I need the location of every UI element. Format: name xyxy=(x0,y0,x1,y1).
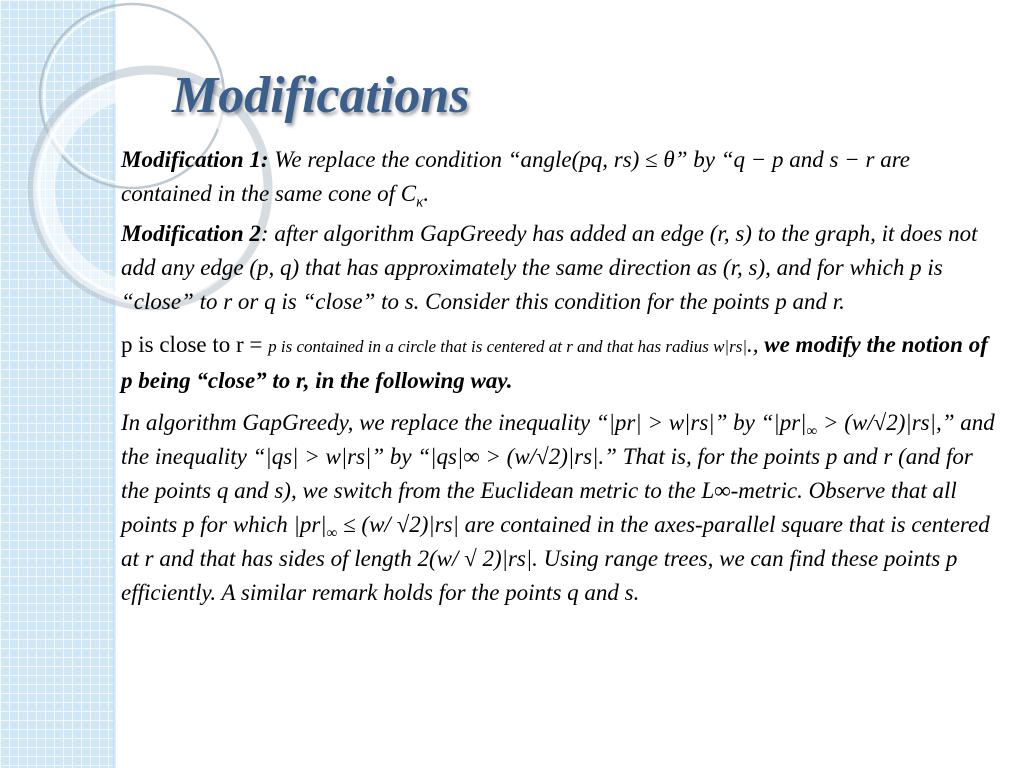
modification-2-text: : after algorithm GapGreedy has added an edge (r, s) to the graph, it does not add any edge (p, q) that has approximately the same direction as (r, s), and for which p is “close” to r or q is “close” to s. Consider this condition for the points p and r. xyxy=(121,221,978,314)
slide-body xyxy=(121,143,1001,610)
close-after: ., xyxy=(747,332,765,357)
close-lead: p is close to r = xyxy=(121,332,269,357)
modification-1-label: Modification 1: xyxy=(121,147,269,172)
algorithm-text-3: ≤ (w/ √2)|rs| are contained in the axes-parallel square that is centered at r and that has sides of length 2(w/ √ 2)|rs|. Using range trees, we can find these points p efficiently. A similar remark holds for the points q and s. xyxy=(121,512,990,605)
algorithm-text-1: In algorithm GapGreedy, we replace the inequality “|pr| > w|rs|” by “|pr| xyxy=(121,410,807,435)
slide-title: Modifications xyxy=(172,67,470,124)
modification-1-paragraph xyxy=(121,143,1001,211)
modification-1-text: We replace the condition “angle(pq, rs) ≤ θ” by “q − p and s − r are contained in the same cone of C xyxy=(121,147,911,206)
modification-2-paragraph xyxy=(121,217,1001,319)
modification-1-end: . xyxy=(423,181,430,206)
infinity-subscript-1: ∞ xyxy=(806,423,818,440)
algorithm-paragraph xyxy=(121,406,1001,610)
infinity-subscript-2: ∞ xyxy=(326,525,338,542)
close-definition: p is contained in a circle that is centered at r and that has radius w|rs| xyxy=(268,337,747,356)
cone-subscript: κ xyxy=(416,194,424,211)
close-bold-text: we modify the notion of p being “close” to r, in the following way. xyxy=(121,332,988,393)
close-definition-paragraph xyxy=(121,328,1001,398)
modification-2-label: Modification 2 xyxy=(121,221,261,246)
algorithm-text-2: > (w/√2)|rs|,” and the inequality “|qs| > w|rs|” by “|qs|∞ > (w/√2)|rs|.” That is, for the points p and r (and for the points q and s), we switch from the Euclidean metric to the L∞-metric. Observe that all points p for which |pr| xyxy=(121,410,995,537)
